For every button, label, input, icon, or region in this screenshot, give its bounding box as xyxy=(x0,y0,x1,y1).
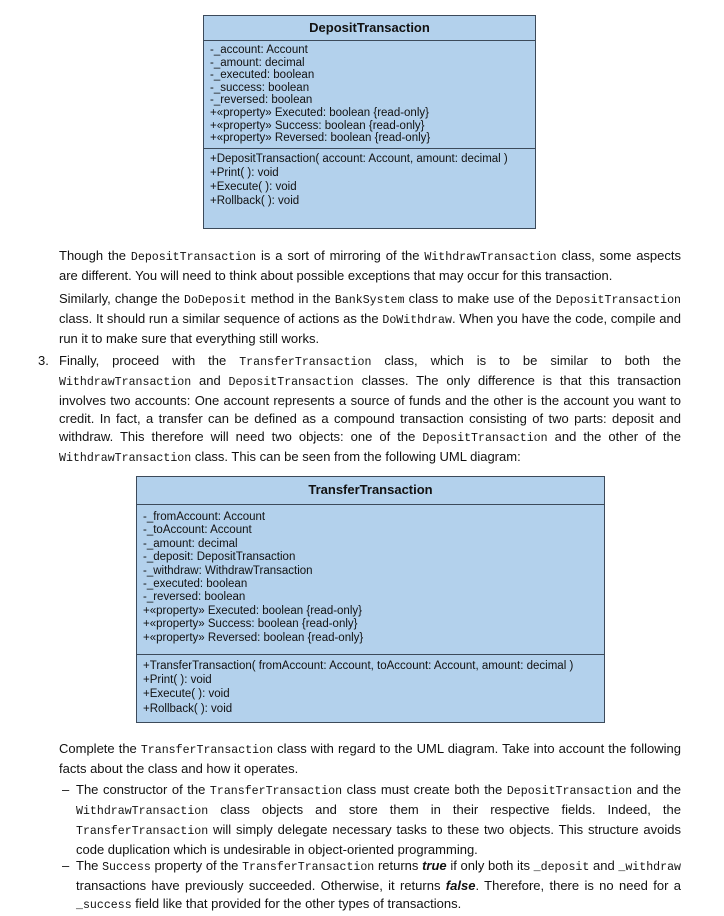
bullet-dash: – xyxy=(62,782,70,797)
deposit-transaction-uml xyxy=(203,15,536,229)
paragraph-dodeposit: Similarly, change the DoDeposit method in the BankSystem class to make use of the DepositTransaction class. It should run a similar sequence of actions as the DoWithdraw. When you have the code, compile and run it to make sure that everything still works. xyxy=(59,291,682,346)
uml-field: -_toAccount: Account xyxy=(143,524,252,537)
uml-method: +Execute( ): void xyxy=(210,181,297,193)
uml-field: -_withdraw: WithdrawTransaction xyxy=(143,564,313,577)
uml-field: -_executed: boolean xyxy=(143,578,248,591)
paragraph-complete-transfer: Complete the TransferTransaction class with regard to the UML diagram. Take into account the following facts about the class and how it operates. xyxy=(59,741,681,776)
transfer-uml-fields xyxy=(137,505,604,654)
uml-method: +Print( ): void xyxy=(143,674,212,687)
bullet-success-property: The Success property of the TransferTransaction returns true if only both its _deposit and _withdraw transactions have previously succeeded. Otherwise, it returns false. Therefore, there is no need for a _success field like that provided for the other types of transactions. xyxy=(76,858,682,912)
bullet-constructor: The constructor of the TransferTransaction class must create both the DepositTransaction and the WithdrawTransaction class objects and store them in their respective fields. Indeed, the TransferTransaction will simply delegate necessary tasks to these two objects. This structure avoids code duplication which is undesirable in object-oriented programming. xyxy=(76,782,681,857)
uml-field: -_deposit: DepositTransaction xyxy=(143,551,296,564)
uml-method: +Rollback( ): void xyxy=(210,195,300,207)
uml-method: +TransferTransaction( fromAccount: Account, toAccount: Account, amount: decimal ) xyxy=(143,660,574,672)
uml-field: +«property» Executed: boolean {read-only} xyxy=(210,106,429,119)
uml-field: +«property» Success: boolean {read-only} xyxy=(143,618,358,631)
uml-field: -_executed: boolean xyxy=(210,69,315,82)
uml-method: +Execute( ): void xyxy=(143,688,230,701)
deposit-uml-title: DepositTransaction xyxy=(204,16,535,41)
uml-field: -_reversed: boolean xyxy=(210,94,313,107)
bullet-dash: – xyxy=(62,858,70,873)
uml-method: +DepositTransaction( account: Account, amount: decimal ) xyxy=(210,153,508,165)
list-number: 3. xyxy=(38,353,49,368)
deposit-uml-fields xyxy=(204,41,535,148)
transfer-uml-methods xyxy=(137,654,604,719)
paragraph-transfer-intro: Finally, proceed with the TransferTransaction class, which is to be similar to both the WithdrawTransaction and DepositTransaction classes. The only difference is that this transaction involves two accounts: One account represents a source of funds and the other is the account you want to credit. In fact, a transfer can be defined as a compound transaction consisting of two parts: deposit and withdraw. This therefore will need two objects: one of the DepositTransaction and the other of the WithdrawTransaction class. This can be seen from the following UML diagram: xyxy=(59,353,681,465)
transfer-transaction-uml xyxy=(136,476,605,723)
uml-field: -_reversed: boolean xyxy=(143,591,246,604)
uml-field: -_fromAccount: Account xyxy=(143,511,266,523)
uml-field: -_account: Account xyxy=(210,44,308,56)
paragraph-deposit-mirror: Though the DepositTransaction is a sort of mirroring of the WithdrawTransaction class, some aspects are different. You will need to think about possible exceptions that may occur for this transaction. xyxy=(59,248,682,283)
uml-field: +«property» Reversed: boolean {read-only} xyxy=(143,631,364,644)
uml-field: +«property» Executed: boolean {read-only} xyxy=(143,604,362,617)
uml-method: +Rollback( ): void xyxy=(143,702,233,715)
deposit-uml-methods xyxy=(204,148,535,211)
uml-field: +«property» Reversed: boolean {read-only} xyxy=(210,132,431,145)
uml-field: -_amount: decimal xyxy=(143,537,238,550)
uml-field: +«property» Success: boolean {read-only} xyxy=(210,119,425,132)
uml-field: -_amount: decimal xyxy=(210,56,305,69)
uml-method: +Print( ): void xyxy=(210,167,279,179)
transfer-uml-title: TransferTransaction xyxy=(137,477,604,505)
uml-field: -_success: boolean xyxy=(210,81,310,94)
